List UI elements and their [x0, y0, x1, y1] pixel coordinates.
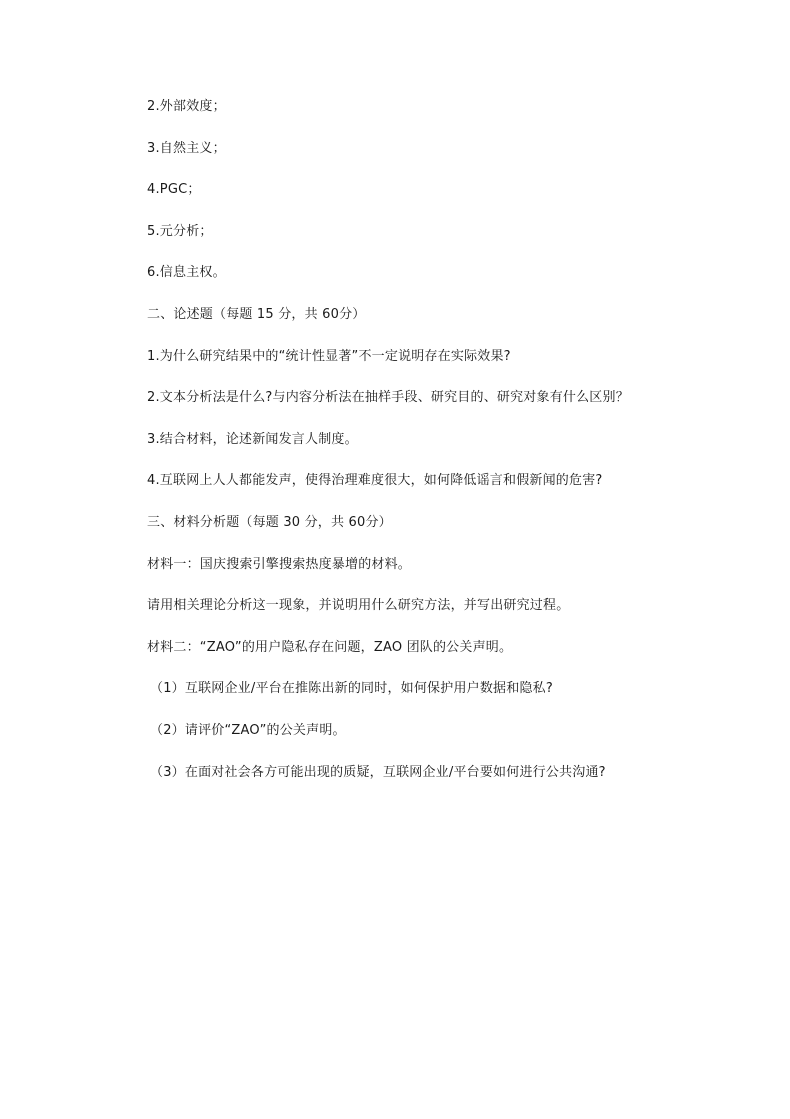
material-1-question: 请用相关理论分析这一现象，并说明用什么研究方法，并写出研究过程。	[147, 598, 570, 613]
material-2-text: 材料二：“ZAO”的用户隐私存在问题，ZAO 团队的公关声明。	[147, 640, 513, 655]
essay-question-4: 4.互联网上人人都能发声，使得治理难度很大，如何降低谣言和假新闻的危害?	[147, 473, 603, 488]
term-item-6: 6.信息主权。	[147, 265, 226, 280]
material-1-text: 材料一：国庆搜索引擎搜索热度暴增的材料。	[147, 557, 412, 572]
section-heading-material: 三、材料分析题（每题 30 分，共 60分）	[147, 515, 392, 530]
term-item-4: 4.PGC；	[147, 182, 201, 197]
term-item-3: 3.自然主义；	[147, 141, 226, 156]
section-heading-essay: 二、论述题（每题 15 分，共 60分）	[147, 307, 366, 322]
essay-question-2: 2.文本分析法是什么?与内容分析法在抽样手段、研究目的、研究对象有什么区别？	[147, 390, 629, 405]
material-2-question-1: （1）互联网企业/平台在推陈出新的同时，如何保护用户数据和隐私?	[150, 681, 553, 696]
essay-question-3: 3.结合材料，论述新闻发言人制度。	[147, 432, 358, 447]
term-item-5: 5.元分析；	[147, 224, 213, 239]
essay-question-1: 1.为什么研究结果中的“统计性显著”不一定说明存在实际效果?	[147, 349, 511, 364]
material-2-question-2: （2）请评价“ZAO”的公关声明。	[150, 723, 346, 738]
material-2-question-3: （3）在面对社会各方可能出现的质疑，互联网企业/平台要如何进行公共沟通?	[150, 765, 606, 780]
term-item-2: 2.外部效度；	[147, 99, 226, 114]
